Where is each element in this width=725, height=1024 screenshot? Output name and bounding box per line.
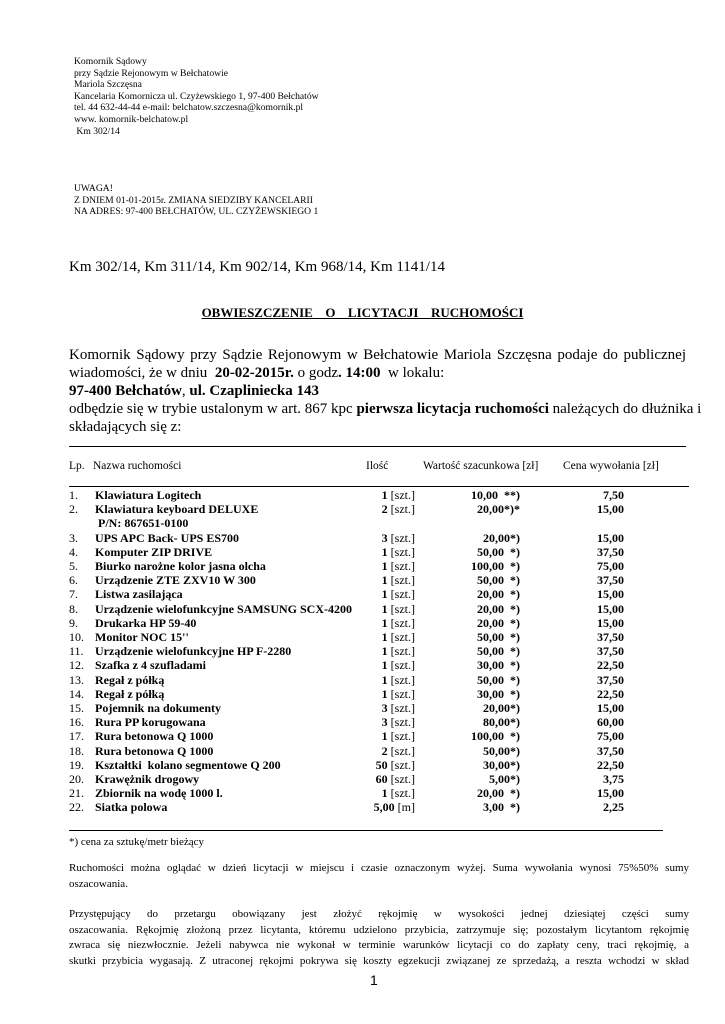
table-row — [0, 559, 725, 573]
auction-time: . 14:00 — [338, 365, 381, 381]
table-row — [0, 644, 725, 658]
row-qty-value: 1 — [381, 686, 388, 701]
row-price: 15,00 — [597, 502, 624, 517]
row-price: 2,25 — [603, 800, 624, 815]
row-qty — [382, 715, 415, 729]
notice-line: UWAGA! — [74, 183, 113, 194]
row-lp: 15. — [69, 701, 84, 715]
row-name: Listwa zasilająca — [95, 587, 183, 602]
row-qty — [382, 687, 415, 701]
intro-paragraph — [69, 346, 702, 436]
row-qty-value: 3 — [381, 530, 388, 545]
table-row — [0, 587, 725, 601]
notice-line: NA ADRES: 97-400 BEŁCHATÓW, UL. CZYŻEWSKIEGO 1 — [74, 206, 319, 218]
row-price: 37,50 — [597, 644, 624, 659]
intro-text: odbędzie się w trybie ustalonym w art. 867 kpc — [69, 401, 357, 417]
intro-line — [69, 364, 686, 382]
row-name: Komputer ZIP DRIVE — [95, 544, 213, 559]
row-value: 50,00 *) — [477, 644, 520, 659]
row-unit: [szt.] — [390, 772, 415, 786]
row-name: Urządzenie wielofunkcyjne HP F-2280 — [95, 644, 292, 659]
row-unit: [szt.] — [390, 615, 415, 630]
row-qty — [382, 673, 415, 687]
row-qty-value: 1 — [381, 644, 388, 659]
auction-address — [69, 382, 686, 400]
paragraph-line: oszacowania. — [69, 877, 128, 890]
row-lp: 17. — [69, 729, 84, 744]
row-lp: 8. — [69, 601, 78, 616]
paragraph-line: oszacowania. Rękojmię złożoną przez licytanta, któremu udzielono przybicia, zatrzymuje się; pozostałym licytantom rękojmię — [69, 923, 689, 936]
row-name: Siatka polowa — [95, 800, 168, 815]
row-price: 22,50 — [597, 686, 624, 701]
row-name: Urządzenie ZTE ZXV10 W 300 — [95, 573, 256, 588]
row-value: 20,00*)* — [477, 502, 520, 517]
document-title: OBWIESZCZENIE O LICYTACJI RUCHOMOŚCI — [201, 305, 524, 320]
row-qty — [382, 729, 415, 743]
table-bottom-rule — [69, 830, 663, 831]
row-name: Kształtki kolano segmentowe Q 200 — [95, 757, 281, 772]
row-name: Drukarka HP 59-40 — [95, 615, 197, 630]
row-qty — [382, 701, 415, 715]
row-qty-value: 1 — [381, 544, 388, 559]
row-value: 3,00 *) — [483, 800, 520, 815]
table-row — [0, 701, 725, 715]
row-qty — [382, 602, 415, 616]
row-qty-value: 1 — [381, 786, 388, 801]
row-qty-value: 5,00 — [373, 800, 395, 815]
notice-line: Z DNIEM 01-01-2015r. ZMIANA SIEDZIBY KANCELARII — [74, 194, 313, 206]
row-qty — [382, 744, 415, 758]
row-price: 60,00 — [597, 715, 624, 730]
row-qty — [382, 488, 415, 502]
first-auction-label: pierwsza licytacja ruchomości — [356, 401, 549, 417]
row-value: 20,00 *) — [477, 601, 520, 616]
col-header-value: Wartość szacunkowa [zł] — [423, 460, 539, 472]
row-value: 20,00*) — [483, 701, 520, 715]
row-qty-value: 1 — [381, 630, 388, 644]
row-qty — [382, 644, 415, 658]
paragraph-line: Ruchomości można oglądać w dzień licytacji w miejscu i czasie oznaczonym wyżej. Suma wywołania wynosi 75%50% sumy — [69, 862, 689, 874]
row-qty-value: 60 — [375, 772, 388, 786]
row-qty — [382, 786, 415, 800]
paragraph-line: skutki przybicia wygasają. Z utraconej rękojmi pokrywa się koszty egzekucji związanej ze sprzedażą, a reszta wchodzi w skład — [69, 954, 689, 967]
bailiff-header — [74, 56, 319, 137]
row-qty-value: 3 — [381, 715, 388, 730]
row-value: 20,00*) — [483, 530, 520, 545]
address-separator: , — [181, 383, 190, 399]
row-lp: 10. — [69, 630, 84, 644]
row-lp: 12. — [69, 658, 84, 673]
table-row — [0, 516, 725, 530]
row-lp: 22. — [69, 800, 84, 815]
address-city: 97-400 Bełchatów — [69, 383, 182, 399]
table-header-rule — [69, 486, 689, 487]
row-price: 22,50 — [597, 757, 624, 772]
row-lp: 11. — [69, 644, 84, 659]
row-lp: 13. — [69, 672, 84, 687]
row-qty-value: 2 — [381, 743, 388, 758]
col-header-qty: Ilość — [366, 460, 389, 472]
row-qty-value: 1 — [381, 672, 388, 687]
row-lp: 20. — [69, 772, 84, 786]
row-price: 37,50 — [597, 544, 624, 559]
row-value: 20,00 *) — [477, 786, 520, 801]
row-price: 15,00 — [597, 587, 624, 602]
row-price: 37,50 — [597, 672, 624, 687]
table-row — [0, 729, 725, 743]
table-row — [0, 772, 725, 786]
row-qty-value: 1 — [381, 587, 388, 602]
row-qty — [376, 758, 415, 772]
row-value: 10,00 **) — [471, 488, 520, 502]
row-qty-value: 2 — [381, 502, 388, 517]
row-unit: [szt.] — [390, 786, 415, 801]
row-price: 37,50 — [597, 743, 624, 758]
col-header-name: Nazwa ruchomości — [93, 460, 182, 472]
row-price: 7,50 — [603, 488, 624, 502]
row-name: Rura betonowa Q 1000 — [95, 743, 214, 758]
row-qty-value: 1 — [381, 729, 388, 744]
row-value: 50,00 *) — [477, 630, 520, 644]
intro-text: w lokalu: — [380, 365, 445, 381]
row-qty-value: 1 — [381, 559, 388, 573]
col-header-price: Cena wywołania [zł] — [563, 460, 659, 472]
row-price: 75,00 — [597, 729, 624, 744]
row-qty-value: 3 — [381, 701, 388, 715]
row-lp: 21. — [69, 786, 84, 801]
row-name: Rura PP korugowana — [95, 715, 206, 730]
row-value: 50,00 *) — [477, 672, 520, 687]
table-row — [0, 786, 725, 800]
table-row — [0, 800, 725, 814]
row-lp: 18. — [69, 743, 84, 758]
row-unit: [szt.] — [390, 587, 415, 602]
row-qty — [382, 531, 415, 545]
row-qty-value: 1 — [381, 615, 388, 630]
header-line: www. komornik-belchatow.pl — [74, 113, 189, 125]
case-numbers: Km 302/14, Km 311/14, Km 902/14, Km 968/14, Km 1141/14 — [69, 259, 445, 275]
viewing-paragraph — [69, 861, 689, 892]
table-row — [0, 673, 725, 687]
row-value: 80,00*) — [483, 715, 520, 730]
table-row — [0, 715, 725, 729]
row-unit: [szt.] — [390, 601, 415, 616]
header-line: Mariola Szczęsna — [74, 79, 142, 91]
row-unit: [m] — [397, 800, 415, 815]
table-row — [0, 573, 725, 587]
row-lp: 1. — [69, 488, 78, 502]
table-top-rule — [69, 446, 686, 447]
row-qty — [382, 616, 415, 630]
table-row — [0, 744, 725, 758]
row-lp: 4. — [69, 544, 78, 559]
row-lp: 16. — [69, 715, 84, 730]
header-case-number: Km 302/14 — [74, 125, 120, 137]
row-lp: 14. — [69, 686, 84, 701]
row-qty — [382, 573, 415, 587]
auction-date: 20-02-2015r. — [214, 365, 294, 381]
row-price: 37,50 — [597, 573, 624, 588]
table-row — [0, 616, 725, 630]
row-value: 5,00*) — [489, 772, 520, 786]
row-unit: [szt.] — [390, 488, 415, 502]
row-qty — [382, 630, 415, 644]
row-unit: [szt.] — [390, 544, 415, 559]
row-qty-value: 1 — [381, 573, 388, 588]
table-row — [0, 758, 725, 772]
address-change-notice — [74, 183, 318, 218]
row-qty — [382, 658, 415, 672]
table-row — [0, 630, 725, 644]
row-unit: [szt.] — [390, 686, 415, 701]
row-lp: 19. — [69, 757, 84, 772]
row-name: Regał z półką — [95, 672, 165, 687]
table-row — [0, 602, 725, 616]
row-price: 15,00 — [597, 601, 624, 616]
row-unit: [szt.] — [390, 701, 415, 715]
row-lp: 2. — [69, 502, 78, 517]
row-name: Urządzenie wielofunkcyjne SAMSUNG SCX-4200 — [95, 601, 352, 616]
row-price: 22,50 — [597, 658, 624, 673]
row-price: 3,75 — [603, 772, 624, 786]
row-unit: [szt.] — [390, 743, 415, 758]
row-unit: [szt.] — [390, 502, 415, 517]
row-value: 100,00 *) — [471, 559, 520, 573]
header-line: Komornik Sądowy — [74, 56, 147, 67]
row-qty — [376, 772, 415, 786]
header-line: Kancelaria Komornicza ul. Czyżewskiego 1, 97-400 Bełchatów — [74, 90, 319, 102]
row-value: 50,00 *) — [477, 573, 520, 588]
row-lp: 7. — [69, 587, 78, 602]
row-name: Szafka z 4 szufladami — [95, 658, 206, 673]
paragraph-line: zwraca się niezwłocznie. Jeżeli nabywca nie wykonał w terminie warunków licytacji co do zapłaty ceny, traci rękojmię, a — [69, 939, 689, 951]
table-row — [0, 545, 725, 559]
row-value: 50,00 *) — [477, 544, 520, 559]
row-unit: [szt.] — [390, 658, 415, 673]
row-name: Zbiornik na wodę 1000 l. — [95, 786, 223, 801]
intro-line — [69, 400, 702, 418]
intro-text: o godz — [293, 365, 339, 381]
table-row — [0, 502, 725, 516]
row-unit: [szt.] — [390, 530, 415, 545]
row-name: Krawężnik drogowy — [95, 772, 200, 786]
row-unit: [szt.] — [390, 672, 415, 687]
row-qty-value: 50 — [375, 757, 388, 772]
row-price: 37,50 — [597, 630, 624, 644]
row-name: Klawiatura keyboard DELUXE — [95, 502, 259, 517]
intro-line: składających się z: — [69, 419, 182, 435]
table-row — [0, 531, 725, 545]
address-street: ul. Czapliniecka 143 — [189, 383, 320, 399]
header-line: tel. 44 632-44-44 e-mail: belchatow.szczesna@komornik.pl — [74, 102, 304, 114]
row-value: 50,00*) — [483, 743, 520, 758]
deposit-paragraph — [69, 907, 689, 969]
table-row — [0, 488, 725, 502]
row-qty — [382, 545, 415, 559]
footnote: *) cena za sztukę/metr bieżący — [69, 836, 204, 848]
row-lp: 3. — [69, 530, 78, 545]
row-price: 15,00 — [597, 786, 624, 801]
row-price: 15,00 — [597, 530, 624, 545]
row-unit: [szt.] — [390, 644, 415, 659]
row-unit: [szt.] — [390, 573, 415, 588]
row-name: Monitor NOC 15'' — [95, 630, 189, 644]
header-line: przy Sądzie Rejonowym w Bełchatowie — [74, 67, 228, 79]
row-qty-value: 1 — [381, 488, 388, 502]
row-qty — [382, 559, 415, 573]
page-number: 1 — [370, 972, 378, 988]
row-unit: [szt.] — [390, 715, 415, 730]
table-row — [0, 658, 725, 672]
row-name: Pojemnik na dokumenty — [95, 701, 222, 715]
intro-text: należących do dłużnika i — [548, 401, 702, 417]
row-unit: [szt.] — [390, 757, 415, 772]
intro-line: Komornik Sądowy przy Sądzie Rejonowym w Bełchatowie Mariola Szczęsna podaje do publicznej — [69, 347, 686, 363]
row-value: 30,00*) — [483, 757, 520, 772]
row-qty — [382, 502, 415, 516]
row-name: Regał z półką — [95, 686, 165, 701]
row-qty — [374, 800, 415, 814]
row-unit: [szt.] — [390, 559, 415, 573]
intro-text: wiadomości, że w dniu — [69, 365, 215, 381]
paragraph-line: Przystępujący do przetargu obowiązany jest złożyć rękojmię w wysokości jednej dziesiątej części sumy — [69, 908, 689, 920]
row-value: 30,00 *) — [477, 686, 520, 701]
row-name: Biurko narożne kolor jasna olcha — [95, 559, 266, 573]
row-qty-value: 1 — [381, 601, 388, 616]
row-name: Klawiatura Logitech — [95, 488, 202, 502]
row-qty — [382, 587, 415, 601]
table-row — [0, 687, 725, 701]
row-name: Rura betonowa Q 1000 — [95, 729, 214, 744]
row-price: 15,00 — [597, 615, 624, 630]
row-name: P/N: 867651-0100 — [98, 516, 189, 531]
row-name: UPS APC Back- UPS ES700 — [95, 530, 240, 545]
col-header-lp: Lp. — [69, 460, 85, 472]
row-value: 20,00 *) — [477, 615, 520, 630]
row-lp: 5. — [69, 559, 78, 573]
row-value: 30,00 *) — [477, 658, 520, 673]
row-price: 75,00 — [597, 559, 624, 573]
row-value: 20,00 *) — [477, 587, 520, 602]
row-qty-value: 1 — [381, 658, 388, 673]
row-lp: 9. — [69, 615, 78, 630]
row-unit: [szt.] — [390, 729, 415, 744]
row-price: 15,00 — [597, 701, 624, 715]
row-unit: [szt.] — [390, 630, 415, 644]
row-lp: 6. — [69, 573, 78, 588]
row-value: 100,00 *) — [471, 729, 520, 744]
